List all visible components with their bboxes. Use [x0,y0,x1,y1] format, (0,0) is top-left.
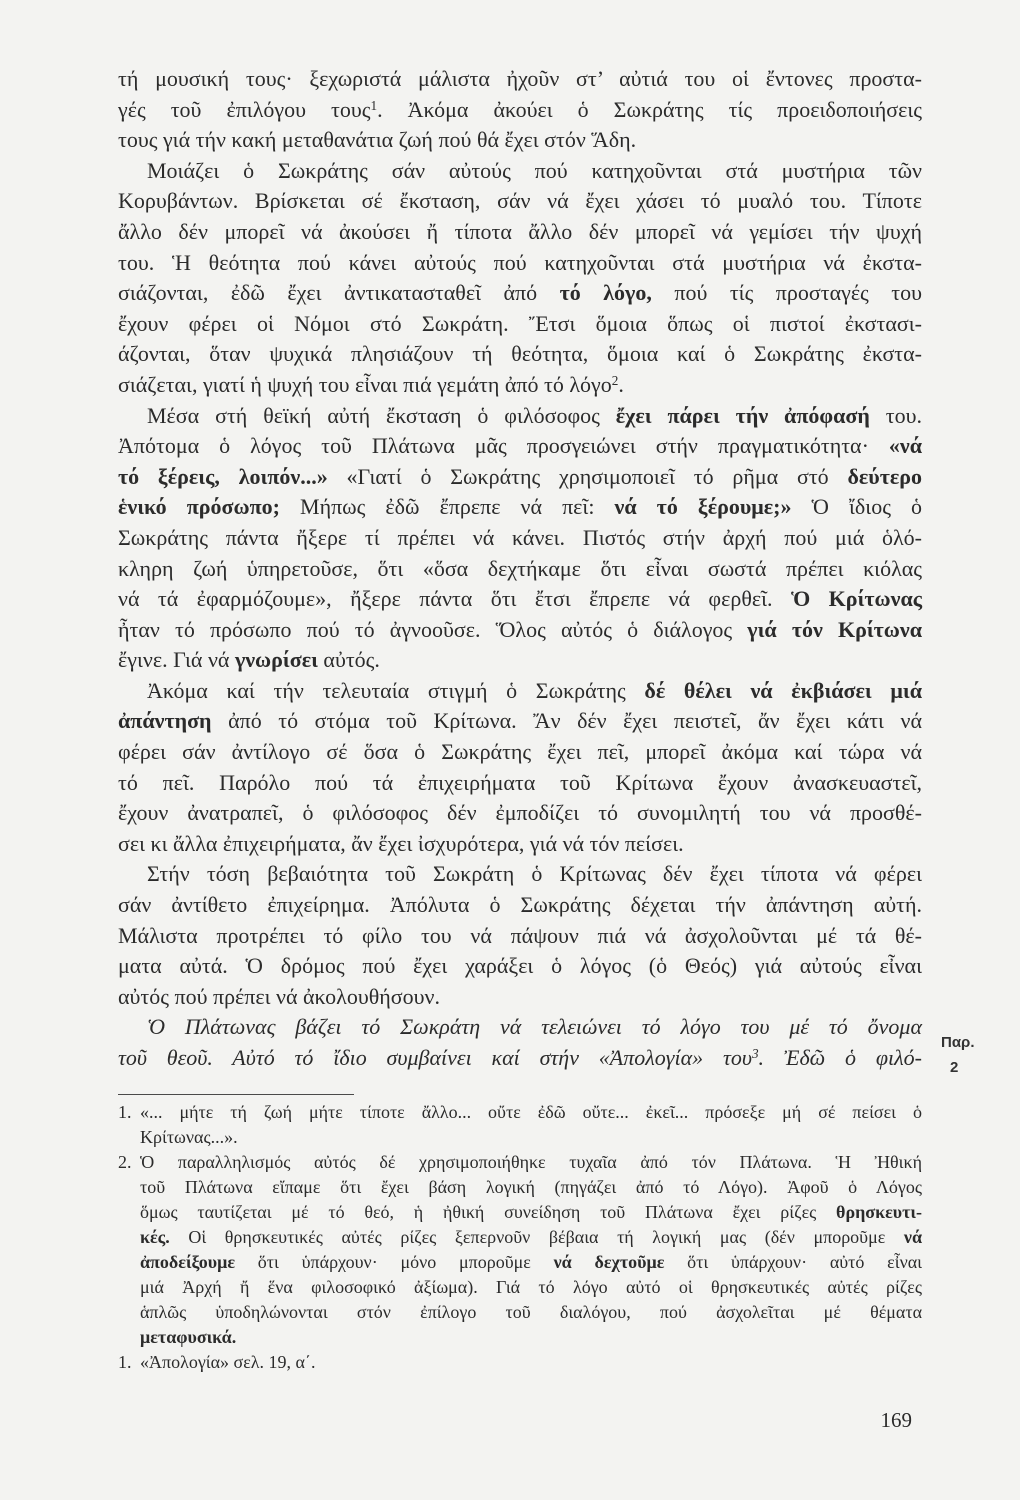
text-line [118,523,922,554]
footnotes [118,1100,922,1375]
text-run: Μοιάζει ὁ Σωκράτης σάν αὐτούς πού κατηχοῦνται στά μυστήρια τῶν [147,157,922,183]
bold-text: κές. [140,1227,170,1247]
text-line [118,951,922,982]
text-line [118,95,922,126]
text-line [118,921,922,952]
bold-text: Ὁ Κρίτωνας [790,586,922,612]
text-line [118,339,922,370]
bold-text: ἑνικό πρόσωπο; [118,494,280,520]
text-line [118,309,922,340]
margin-note [941,1030,997,1080]
text-line [118,278,922,309]
text-line [118,584,922,615]
footnote-marker: 3 [751,1045,759,1061]
text-run: σει κι ἄλλα ἐπιχειρήματα, ἄν ἔχει ἰσχυρότερα, γιά νά τόν πείσει. [118,830,684,856]
footnote-line [140,1125,922,1150]
bold-text: νά δεχτοῦμε [553,1252,665,1272]
footnote-line [140,1250,922,1275]
text-run: ἀπό τό στόμα τοῦ Κρίτωνα. Ἄν δέν ἔχει πειστεῖ, ἄν ἔχει κάτι νά [211,708,922,734]
paragraph [118,401,922,676]
margin-note-number: 2 [950,1059,959,1076]
paragraph [118,859,922,1012]
text-run: ὅμως ταυτίζεται μέ τό θεό, ἡ ἠθική συνείδηση τοῦ Πλάτωνα ἔχει ρίζες [140,1202,837,1222]
text-run: Ἀκόμα καί τήν τελευταία στιγμή ὁ Σωκράτης [147,677,645,703]
text-run: αὐτός πού πρέπει νά ἀκολουθήσουν. [118,983,440,1009]
paragraph [118,676,922,860]
footnote-line [140,1325,922,1350]
text-run: ἔγινε. Γιά νά [118,647,235,673]
footnote-line [140,1300,922,1325]
text-line [118,676,922,707]
text-run: «Ἀπολογία» σελ. 19, α΄. [140,1352,316,1372]
text-run: Σωκράτης πάντα ἤξερε τί πρέπει νά κάνει. Πιστός στήν ἀρχή πού μιά ὁλό- [118,524,922,550]
footnote-line [140,1150,922,1175]
text-line [118,492,922,523]
text-line [118,768,922,799]
text-run: φέρει σάν ἀντίλογο σέ ὅσα ὁ Σωκράτης ἔχει πεῖ, μπορεῖ ἀκόμα καί τώρα νά [118,739,922,765]
text-line [118,217,922,248]
text-run: σάν ἀντίθετο ἐπιχείρημα. Ἀπόλυτα ὁ Σωκράτης δέχεται τήν ἀπάντηση αὐτή. [118,892,922,918]
text-line [118,431,922,462]
text-run: πού τίς προσταγές του [651,280,922,306]
text-run: του. [869,402,922,428]
text-line [118,554,922,585]
text-run: Οἱ θρησκευτικές αὐτές ρίζες ξεπερνοῦν βέβαια τή λογική μας (δέν μποροῦμε [169,1227,904,1247]
text-line [118,645,922,676]
text-run: ἄλλο δέν μπορεῖ νά ἀκούσει ἤ τίποτα ἄλλο δέν μπορεῖ νά γεμίσει τήν ψυχή [118,218,922,244]
text-line [118,186,922,217]
text-run: τοῦ Πλάτωνα εἴπαμε ὅτι ἔχει βάση λογική (πηγάζει ἀπό τό Λόγο). Ἀφοῦ ὁ Λόγος [140,1177,922,1197]
text-run: Κορυβάντων. Βρίσκεται σέ ἔκσταση, σάν νά ἔχει χάσει τό μυαλό του. Τίποτε [118,188,922,214]
text-line [118,401,922,432]
footnote-number: 1. [118,1102,132,1122]
text-line [118,64,922,95]
bold-text: νά τό ξέρουμε;» [614,494,792,520]
text-run: τους γιά τήν κακή μεταθανάτια ζωή πού θά ἔχει στόν Ἅδη. [118,127,637,153]
text-line [118,125,922,156]
text-run: αὐτός. [317,647,380,673]
text-run: ἔχουν ἀνατραπεῖ, ὁ φιλόσοφος δέν ἐμποδίζει τό συνομιλητή του νά προσθέ- [118,800,922,826]
text-run: τοῦ θεοῦ. Αὐτό τό ἴδιο συμβαίνει καί στήν «Ἀπολογία» του [118,1045,752,1070]
text-line [118,890,922,921]
text-line [118,615,922,646]
text-run: Ὁ παραλληλισμός αὐτός δέ χρησιμοποιήθηκε τυχαῖα ἀπό τόν Πλάτωνα. Ἡ Ἠθική [140,1152,922,1172]
bold-text: ἀποδείξουμε [140,1252,236,1272]
paragraph [118,1012,922,1073]
bold-text: τό ξέρεις, λοιπόν...» [118,463,328,489]
bold-text: ἀπάντηση [118,708,212,734]
bold-text: γιά τόν Κρίτωνα [747,616,923,642]
text-run: νά τά ἐφαρμόζουμε», ἤξερε πάντα ὅτι ἔτσι ἔπρεπε νά φερθεῖ. [118,586,791,612]
text-run: ὅτι ὑπάρχουν· μόνο μποροῦμε [235,1252,554,1272]
footnote-line [140,1175,922,1200]
text-line [118,1012,922,1043]
text-run: . [618,371,624,397]
footnote-marker: 1 [370,97,378,113]
bold-text: νά [903,1227,922,1247]
text-run: Κρίτωνας...». [140,1127,238,1147]
text-line [118,798,922,829]
bold-text: γνωρίσει [234,647,318,673]
bold-text: μεταφυσικά. [140,1327,237,1347]
text-run: σιάζεται, γιατί ἡ ψυχή του εἶναι πιά γεμάτη ἀπό τό λόγο [118,371,612,397]
text-run: ὅτι ὑπάρχουν· αὐτό εἶναι [664,1252,922,1272]
footnote [118,1150,922,1350]
text-line [118,982,922,1013]
text-run: του. Ἡ θεότητα πού κάνει αὐτούς πού κατηχοῦνται στά μυστήρια νά ἐκστα- [118,249,922,275]
text-line [118,462,922,493]
footnote-line [140,1225,922,1250]
text-run: Ὁ ἴδιος ὁ [791,494,922,520]
text-line [118,737,922,768]
text-line [118,1043,922,1074]
footnote-number: 2. [118,1152,132,1172]
text-run: ἔχουν φέρει οἱ Νόμοι στό Σωκράτη. Ἔτσι ὅμοια ὅπως οἱ πιστοί ἐκστασι- [118,310,922,336]
page-number: 169 [880,1408,912,1432]
text-run: μιά Ἀρχή ἤ ἕνα φιλοσοφικό ἀξίωμα). Γιά τό λόγο αὐτό οἱ θρησκευτικές αὐτές ρίζες [140,1277,922,1297]
text-line [118,706,922,737]
footnote-number: 1. [118,1352,132,1372]
text-run: ἦταν τό πρόσωπο πού τό ἀγνοοῦσε. Ὅλος αὐτός ὁ διάλογος [118,616,748,642]
footnote [118,1100,922,1150]
main-text [118,64,922,1074]
footnote-line [140,1200,922,1225]
text-run: Μήπως ἐδῶ ἔπρεπε νά πεῖ: [279,494,615,520]
text-run: Μέσα στή θεϊκή αὐτή ἔκσταση ὁ φιλόσοφος [147,402,616,428]
footnote-line [140,1350,922,1375]
text-line [118,156,922,187]
footnote-line [140,1100,922,1125]
paragraph [118,64,922,156]
text-run: Μάλιστα προτρέπει τό φίλο του νά πάψουν πιά νά ἀσχολοῦνται μέ τά θέ- [118,922,922,948]
bold-text: θρησκευτι- [836,1202,922,1222]
text-run: . Ἀκόμα ἀκούει ὁ Σωκράτης τίς προειδοποιήσεις [377,96,922,122]
bold-text: τό λόγο, [559,280,652,306]
footnote-separator [118,1094,354,1095]
text-run: «Γιατί ὁ Σωκράτης χρησιμοποιεῖ τό ρῆμα στό [327,463,848,489]
text-line [118,370,922,401]
text-line [118,248,922,279]
text-line [118,829,922,860]
text-run: ἁπλῶς ὑποδηλώνονται στόν ἐπίλογο τοῦ διαλόγου, πού ἀσχολεῖται μέ θέματα [140,1302,922,1322]
footnote-marker: 2 [611,372,619,388]
text-run: ματα αὐτά. Ὁ δρόμος πού ἔχει χαράξει ὁ λόγος (ὁ Θεός) γιά αὐτούς εἶναι [118,953,922,979]
footnote-line [140,1275,922,1300]
text-run: Στήν τόση βεβαιότητα τοῦ Σωκράτη ὁ Κρίτωνας δέν ἔχει τίποτα νά φέρει [147,861,922,887]
text-run: γές τοῦ ἐπιλόγου τους [118,96,371,122]
text-run: κληρη ζωή ὑπηρετοῦσε, ὅτι «ὅσα δεχτήκαμε ὅτι εἶναι σωστά πρέπει κιόλας [118,555,922,581]
text-run: σιάζονται, ἐδῶ ἔχει ἀντικατασταθεῖ ἀπό [118,280,560,306]
margin-note-label: Παρ. [941,1034,975,1051]
paragraph [118,156,922,401]
text-line [118,859,922,890]
text-run: . Ἐδῶ ὁ φιλό- [758,1045,923,1070]
bold-text: δέ θέλει νά ἐκβιάσει μιά [644,677,922,703]
bold-text: «νά [888,433,922,459]
text-run: Ὁ Πλάτωνας βάζει τό Σωκράτη νά τελειώνει τό λόγο του μέ τό ὄνομα [147,1014,922,1040]
text-run: άζονται, ὅταν ψυχικά πλησιάζουν τή θεότητα, ὅμοια καί ὁ Σωκράτης ἐκστα- [118,341,922,367]
text-run: «... μήτε τή ζωή μήτε τίποτε ἄλλο... οὔτε ἐδῶ οὔτε... ἐκεῖ... πρόσεξε μή σέ πείσει ὁ [140,1102,922,1122]
footnote [118,1350,922,1375]
bold-text: δεύτερο [847,463,923,489]
text-run: τή μουσική τους· ξεχωριστά μάλιστα ἠχοῦν στ’ αὐτιά του οἱ ἔντονες προστα- [118,66,922,91]
text-run: τό πεῖ. Παρόλο πού τά ἐπιχειρήματα τοῦ Κρίτωνα ἔχουν ἀνασκευαστεῖ, [118,769,922,795]
bold-text: ἔχει πάρει τήν ἀπόφασή [615,402,870,428]
text-run: Ἀπότομα ὁ λόγος τοῦ Πλάτωνα μᾶς προσγειώνει στήν πραγματικότητα· [118,433,889,459]
